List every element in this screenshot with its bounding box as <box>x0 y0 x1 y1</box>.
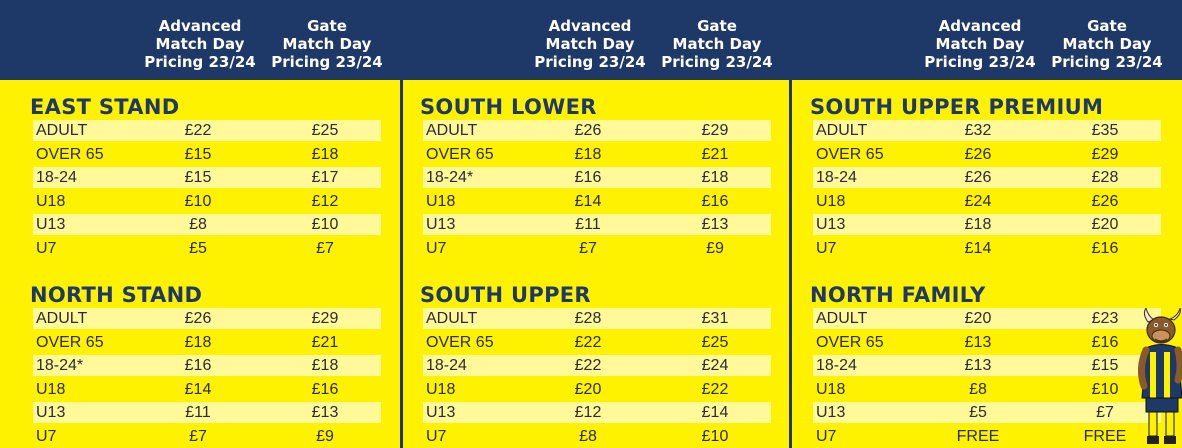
stand-title: NORTH STAND <box>30 283 203 307</box>
advanced-price: £16 <box>574 169 602 187</box>
age-group-label: U13 <box>816 404 846 422</box>
price-panel <box>420 80 770 448</box>
price-row <box>33 120 381 141</box>
advanced-price: £8 <box>969 380 987 398</box>
gate-price: £29 <box>311 310 339 327</box>
header-text-line2: Match Day <box>672 35 762 53</box>
price-row <box>423 332 771 353</box>
gate-price: £25 <box>701 333 729 351</box>
age-group-label: OVER 65 <box>816 333 884 351</box>
header-text-line1: Advanced <box>548 17 632 35</box>
gate-price: £35 <box>1091 122 1119 139</box>
header-text-line3: Pricing 23/24 <box>534 53 646 71</box>
price-row <box>33 214 381 235</box>
age-group-label: 18-24* <box>36 357 84 375</box>
price-row <box>813 167 1161 188</box>
price-row <box>33 379 381 400</box>
gate-price: £20 <box>1091 216 1119 234</box>
price-row <box>423 214 771 235</box>
age-group-label: ADULT <box>426 310 478 327</box>
gate-price: £10 <box>1091 380 1119 398</box>
age-group-label: U18 <box>36 380 66 398</box>
header-text-line2: Match Day <box>282 35 372 53</box>
age-group-label: U13 <box>426 216 456 234</box>
advanced-price: £11 <box>185 404 211 422</box>
column-divider <box>789 80 792 448</box>
header-advanced-pricing <box>140 17 260 71</box>
advanced-price: £22 <box>574 333 602 351</box>
advanced-price: £22 <box>184 122 212 139</box>
price-row <box>33 191 381 212</box>
gate-price: £21 <box>311 333 339 351</box>
header-gate-pricing <box>267 17 387 71</box>
age-group-label: U13 <box>816 216 846 234</box>
price-row <box>813 308 1161 329</box>
gate-price: £21 <box>701 145 729 163</box>
price-row <box>813 332 1161 353</box>
age-group-label: U18 <box>426 192 456 210</box>
gate-price: £28 <box>1091 169 1119 187</box>
advanced-price: £13 <box>964 333 992 351</box>
gate-price: £16 <box>701 192 729 210</box>
price-row <box>33 167 381 188</box>
price-row <box>33 402 381 423</box>
advanced-price: £14 <box>184 380 212 398</box>
age-group-label: U18 <box>426 380 456 398</box>
price-row <box>33 332 381 353</box>
age-group-label: U7 <box>426 240 447 257</box>
price-row <box>423 238 771 259</box>
age-group-label: ADULT <box>36 310 88 327</box>
price-row <box>423 402 771 423</box>
advanced-price: £8 <box>579 428 597 445</box>
header-text-line3: Pricing 23/24 <box>1051 53 1163 71</box>
age-group-label: U18 <box>816 380 846 398</box>
advanced-price: £26 <box>184 310 212 327</box>
advanced-price: £14 <box>964 240 992 257</box>
price-row <box>33 426 381 447</box>
age-group-label: U7 <box>816 428 837 445</box>
age-group-label: 18-24 <box>816 169 857 187</box>
gate-price: £29 <box>701 122 729 139</box>
gate-price: £18 <box>701 169 729 187</box>
age-group-label: ADULT <box>816 310 868 327</box>
price-panel <box>810 80 1160 448</box>
stand-title: SOUTH LOWER <box>420 95 597 119</box>
gate-price: £13 <box>311 404 339 422</box>
column-divider <box>400 80 403 448</box>
ox-mascot-icon <box>1138 308 1182 448</box>
price-row <box>813 402 1161 423</box>
price-row <box>423 167 771 188</box>
header-text-line2: Match Day <box>545 35 635 53</box>
gate-price: £22 <box>701 380 729 398</box>
advanced-price: £11 <box>575 216 601 234</box>
advanced-price: £26 <box>574 122 602 139</box>
header-text-line1: Gate <box>697 17 737 35</box>
price-row <box>423 426 771 447</box>
price-row <box>813 355 1161 376</box>
advanced-price: FREE <box>956 428 1000 445</box>
advanced-price: £28 <box>574 310 602 327</box>
gate-price: £10 <box>701 428 729 445</box>
price-row <box>813 214 1161 235</box>
gate-price: £17 <box>311 169 339 187</box>
age-group-label: U13 <box>36 216 66 234</box>
stand-title: EAST STAND <box>30 95 180 119</box>
stand-title: SOUTH UPPER PREMIUM <box>810 95 1104 119</box>
price-panel <box>30 80 380 448</box>
header-text-line3: Pricing 23/24 <box>271 53 383 71</box>
price-row <box>813 191 1161 212</box>
gate-price: £16 <box>311 380 339 398</box>
age-group-label: U18 <box>816 192 846 210</box>
age-group-label: OVER 65 <box>36 145 104 163</box>
header-gate-pricing <box>1047 17 1167 71</box>
gate-price: £7 <box>316 240 334 257</box>
price-row <box>423 191 771 212</box>
price-row <box>813 144 1161 165</box>
age-group-label: U7 <box>36 428 57 445</box>
advanced-price: £26 <box>964 169 992 187</box>
gate-price: £26 <box>1091 192 1119 210</box>
advanced-price: £5 <box>969 404 987 422</box>
advanced-price: £16 <box>184 357 212 375</box>
header-text-line2: Match Day <box>1062 35 1152 53</box>
header-text-line1: Advanced <box>158 17 242 35</box>
header-text-line2: Match Day <box>935 35 1025 53</box>
gate-price: £9 <box>316 428 334 445</box>
gate-price: £16 <box>1091 333 1119 351</box>
advanced-price: £7 <box>579 240 597 257</box>
gate-price: £10 <box>311 216 339 234</box>
gate-price: £12 <box>311 192 339 210</box>
gate-price: £14 <box>701 404 729 422</box>
age-group-label: 18-24 <box>426 357 467 375</box>
header-text-line1: Gate <box>1087 17 1127 35</box>
header-text-line1: Gate <box>307 17 347 35</box>
advanced-price: £18 <box>574 145 602 163</box>
advanced-price: £10 <box>184 192 212 210</box>
advanced-price: £13 <box>964 357 992 375</box>
advanced-price: £20 <box>964 310 992 327</box>
advanced-price: £26 <box>964 145 992 163</box>
price-row <box>423 308 771 329</box>
advanced-price: £22 <box>574 357 602 375</box>
age-group-label: U18 <box>36 192 66 210</box>
age-group-label: OVER 65 <box>426 333 494 351</box>
gate-price: £9 <box>706 240 724 257</box>
price-row <box>33 355 381 376</box>
price-row <box>423 379 771 400</box>
age-group-label: OVER 65 <box>816 145 884 163</box>
stand-title: NORTH FAMILY <box>810 283 986 307</box>
price-row <box>813 426 1161 447</box>
gate-price: £7 <box>1096 404 1114 422</box>
age-group-label: OVER 65 <box>426 145 494 163</box>
price-row <box>33 144 381 165</box>
gate-price: £25 <box>311 122 339 139</box>
price-row <box>813 238 1161 259</box>
advanced-price: £5 <box>189 240 207 257</box>
gate-price: £29 <box>1091 145 1119 163</box>
price-row <box>813 120 1161 141</box>
gate-price: £13 <box>701 216 729 234</box>
advanced-price: £15 <box>184 145 212 163</box>
gate-price: £18 <box>311 145 339 163</box>
stand-title: SOUTH UPPER <box>420 283 591 307</box>
gate-price: £15 <box>1091 357 1119 375</box>
age-group-label: ADULT <box>816 122 868 139</box>
advanced-price: £15 <box>184 169 212 187</box>
gate-price: £31 <box>701 310 729 327</box>
header-text-line1: Advanced <box>938 17 1022 35</box>
header-gate-pricing <box>657 17 777 71</box>
advanced-price: £7 <box>189 428 207 445</box>
advanced-price: £32 <box>964 122 992 139</box>
advanced-price: £14 <box>574 192 602 210</box>
age-group-label: 18-24 <box>816 357 857 375</box>
price-row <box>33 308 381 329</box>
gate-price: £23 <box>1091 310 1119 327</box>
age-group-label: U7 <box>816 240 837 257</box>
price-row <box>423 355 771 376</box>
header-text-line2: Match Day <box>155 35 245 53</box>
advanced-price: £24 <box>964 192 992 210</box>
advanced-price: £18 <box>184 333 212 351</box>
advanced-price: £20 <box>574 380 602 398</box>
advanced-price: £18 <box>964 216 992 234</box>
price-row <box>423 120 771 141</box>
advanced-price: £12 <box>574 404 602 422</box>
age-group-label: 18-24* <box>426 169 474 187</box>
age-group-label: ADULT <box>426 122 478 139</box>
price-row <box>33 238 381 259</box>
age-group-label: 18-24 <box>36 169 77 187</box>
age-group-label: U7 <box>36 240 57 257</box>
header-text-line3: Pricing 23/24 <box>144 53 256 71</box>
age-group-label: U7 <box>426 428 447 445</box>
header-text-line3: Pricing 23/24 <box>661 53 773 71</box>
age-group-label: U13 <box>36 404 66 422</box>
advanced-price: £8 <box>189 216 207 234</box>
price-row <box>423 144 771 165</box>
price-row <box>813 379 1161 400</box>
gate-price: £16 <box>1091 240 1119 257</box>
gate-price: £24 <box>701 357 729 375</box>
age-group-label: OVER 65 <box>36 333 104 351</box>
gate-price: £18 <box>311 357 339 375</box>
header-advanced-pricing <box>530 17 650 71</box>
age-group-label: U13 <box>426 404 456 422</box>
header-advanced-pricing <box>920 17 1040 71</box>
header-text-line3: Pricing 23/24 <box>924 53 1036 71</box>
gate-price: FREE <box>1083 428 1127 445</box>
age-group-label: ADULT <box>36 122 88 139</box>
